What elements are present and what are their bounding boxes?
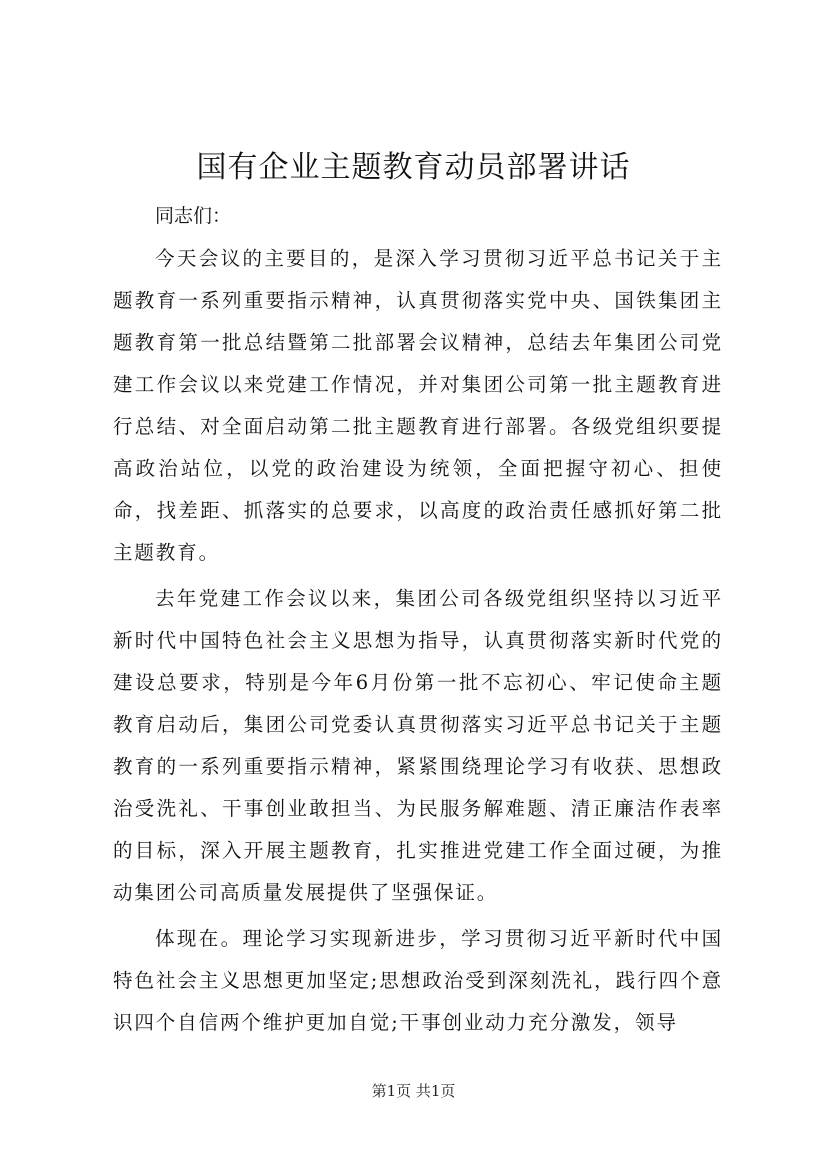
paragraph-achievements: 体现在。理论学习实现新进步，学习贯彻习近平新时代中国特色社会主义思想更加坚定;思想政治受到深刻洗礼，践行四个意识四个自信两个维护更加自觉;干事创业动力充分激发，领导 [113, 927, 723, 1034]
document-body [113, 196, 723, 1044]
salutation: 同志们： [155, 205, 232, 227]
page-number-label: 第1页 共1页 [371, 1082, 456, 1100]
document-title: 国有企业主题教育动员部署讲话 [196, 150, 631, 185]
paragraph-intro: 今天会议的主要目的，是深入学习贯彻习近平总书记关于主题教育一系列重要指示精神，认真贯彻落实党中央、国铁集团主题教育第一批总结暨第二批部署会议精神，总结去年集团公司党建工作会议以来党建工作情况，并对集团公司第一批主题教育进行总结、对全面启动第二批主题教育进行部署。各级党组织要提高政治站位，以党的政治建设为统领，全面把握守初心、担使命，找差距、抓落实的总要求，以高度的政治责任感抓好第二批主题教育。 [113, 247, 723, 564]
page-footer [0, 1080, 827, 1102]
paragraph-review: 去年党建工作会议以来，集团公司各级党组织坚持以习近平新时代中国特色社会主义思想为指导，认真贯彻落实新时代党的建设总要求，特别是今年6月份第一批不忘初心、牢记使命主题教育启动后，集团公司党委认真贯彻落实习近平总书记关于主题教育的一系列重要指示精神，紧紧围绕理论学习有收获、思想政治受洗礼、干事创业敢担当、为民服务解难题、清正廉洁作表率的目标，深入开展主题教育，扎实推进党建工作全面过硬，为推动集团公司高质量发展提供了坚强保证。 [113, 587, 723, 904]
